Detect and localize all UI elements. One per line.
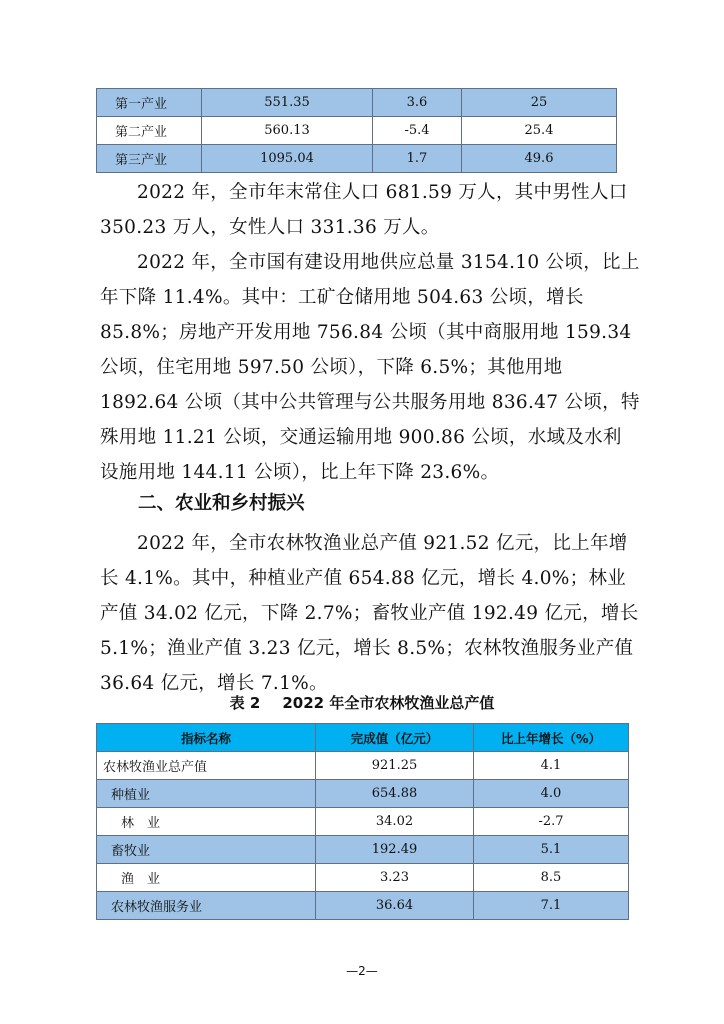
table-header-row bbox=[97, 724, 629, 752]
row-growth: -5.4 bbox=[373, 117, 462, 145]
land-supply-paragraph: 2022 年，全市国有建设用地供应总量 3154.10 公顷，比上年下降 11.4%。其中：工矿仓储用地 504.63 公顷，增长 85.8%；房地产开发用地 756.84 公顷（其中商服用地 159.34 公顷，住宅用地 597.50 公顷），下降 6.5%；其他用地 1892.64 公顷（其中公共管理与公共服务用地 836.47 公顷，特殊用地 11.21 公顷，交通运输用地 900.86 公顷，水域及水利设施用地 144.11 公顷），比上年下降 23.6%。 bbox=[100, 252, 640, 483]
agriculture-paragraph: 2022 年，全市农林牧渔业总产值 921.52 亿元，比上年增长 4.1%。其中，种植业产值 654.88 亿元，增长 4.0%；林业产值 34.02 亿元，下降 2.7%；畜牧业产值 192.49 亿元，增长 5.1%；渔业产值 3.23 亿元，增长 8.5%；农林牧渔服务业产值 36.64 亿元，增长 7.1%。 bbox=[100, 533, 639, 694]
row-label: 渔 业 bbox=[97, 864, 316, 892]
population-paragraph: 2022 年，全市年末常住人口 681.59 万人，其中男性人口 350.23 万人，女性人口 331.36 万人。 bbox=[100, 182, 628, 238]
row-growth: 4.0 bbox=[474, 780, 629, 808]
row-growth: 4.1 bbox=[474, 752, 629, 780]
row-value: 192.49 bbox=[316, 836, 474, 864]
table-row bbox=[97, 836, 629, 864]
row-value: 36.64 bbox=[316, 892, 474, 920]
row-label: 第三产业 bbox=[97, 145, 202, 173]
table-caption bbox=[0, 692, 724, 713]
row-growth: 1.7 bbox=[373, 145, 462, 173]
row-label: 第二产业 bbox=[97, 117, 202, 145]
table-row bbox=[97, 89, 617, 117]
table-row bbox=[97, 780, 629, 808]
industry-structure-table bbox=[96, 88, 617, 173]
caption-number: 表 2 bbox=[229, 694, 261, 712]
row-label: 种植业 bbox=[97, 780, 316, 808]
row-share: 25.4 bbox=[462, 117, 617, 145]
agriculture-output-table bbox=[96, 723, 629, 920]
row-value: 921.25 bbox=[316, 752, 474, 780]
section-heading: 二、农业和乡村振兴 bbox=[138, 493, 305, 514]
table-row bbox=[97, 752, 629, 780]
row-growth: 7.1 bbox=[474, 892, 629, 920]
table-row bbox=[97, 117, 617, 145]
header-growth: 比上年增长（%） bbox=[474, 724, 629, 752]
table-row bbox=[97, 892, 629, 920]
row-value: 3.23 bbox=[316, 864, 474, 892]
row-share: 49.6 bbox=[462, 145, 617, 173]
row-label: 第一产业 bbox=[97, 89, 202, 117]
header-indicator: 指标名称 bbox=[97, 724, 316, 752]
table-row bbox=[97, 808, 629, 836]
row-growth: 8.5 bbox=[474, 864, 629, 892]
row-label: 林 业 bbox=[97, 808, 316, 836]
row-growth: -2.7 bbox=[474, 808, 629, 836]
table-row bbox=[97, 145, 617, 173]
page-number: —2— bbox=[346, 964, 378, 978]
row-value: 1095.04 bbox=[202, 145, 373, 173]
row-value: 654.88 bbox=[316, 780, 474, 808]
row-label: 农林牧渔业总产值 bbox=[97, 752, 316, 780]
row-value: 551.35 bbox=[202, 89, 373, 117]
row-label: 畜牧业 bbox=[97, 836, 316, 864]
row-growth: 3.6 bbox=[373, 89, 462, 117]
row-share: 25 bbox=[462, 89, 617, 117]
header-value: 完成值（亿元） bbox=[316, 724, 474, 752]
row-growth: 5.1 bbox=[474, 836, 629, 864]
caption-title: 2022 年全市农林牧渔业总产值 bbox=[282, 694, 495, 712]
row-value: 34.02 bbox=[316, 808, 474, 836]
table-row bbox=[97, 864, 629, 892]
row-value: 560.13 bbox=[202, 117, 373, 145]
row-label: 农林牧渔服务业 bbox=[97, 892, 316, 920]
